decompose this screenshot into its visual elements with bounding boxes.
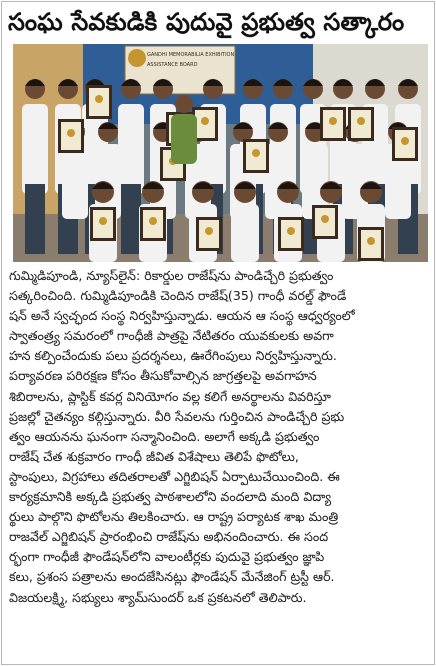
group-photo-image: [13, 44, 428, 262]
banner-text-line2: ASSISTANCE BOARD: [147, 62, 198, 68]
article-body-line: సత్కరించింది. గుమ్మిడిపూండికి చెందిన రాజేష్(35) గాంధీ వరల్డ్ ఫౌండే: [9, 288, 347, 304]
certificate-seal-icon: [205, 227, 213, 235]
article-body-line: రాజేష్ చేత శుక్రవారం గాంధీ జీవిత విశేషాలు తెలిపే ఫొటోలు,: [9, 448, 299, 464]
article-photo: [13, 44, 428, 262]
certificate-seal-icon: [67, 129, 75, 137]
article-body-line: శిబిరాలను, ప్లాస్టిక్ కవర్ల వినియోగం వల్ల కలిగే అనర్థాలను వివరిస్తూ: [9, 388, 331, 404]
article-body-line: షన్ అనే స్వచ్ఛంద సంస్థ నిర్వహిస్తున్నాడు. ఆయన ఆ సంస్థ ఆధ్వర్యంలో: [9, 308, 355, 324]
person-torso: [62, 144, 88, 219]
person-torso: [118, 104, 144, 194]
article-body-line: రాజవేల్ ఎగ్జిబిషన్ ప్రారంభించి రాజేష్‌ను అభినందించారు. ఈ సంద: [9, 529, 329, 545]
person-torso: [22, 104, 48, 194]
certificate-seal-icon: [287, 227, 295, 235]
person-torso: [231, 204, 259, 262]
article-body: [9, 266, 434, 608]
article-body-line: ర్థులు పాల్గొని ఫొటోలను తిలకించారు. ఆ రాష్ట్ర పర్యాటక శాఖ మంత్రి: [9, 509, 339, 525]
person-legs: [121, 184, 141, 254]
article-body-line: గుమ్మిడిపూండి, న్యూస్‌లైన్: రికార్డుల రాజేష్‌ను పాండిచ్చేరి ప్రభుత్వం: [9, 268, 334, 283]
article-body-line: కలు, ప్రశంస పత్రాలను అందజేసినట్లు ఫౌండేషన్ మేనేజింగ్ ట్రస్టీ ఆర్.: [9, 569, 335, 585]
article-body-line: హన కల్పించేందుకు పలు ప్రదర్శనలు, ఊరేగింపులు నిర్వహిస్తున్నారు.: [9, 348, 337, 364]
certificate-seal-icon: [201, 117, 209, 125]
certificate-seal-icon: [321, 215, 329, 223]
person-legs: [25, 184, 45, 254]
certificate-seal-icon: [99, 217, 107, 225]
certificate-seal-icon: [252, 149, 260, 157]
certificate-seal-icon: [367, 237, 375, 245]
article-body-line: త్వం ఆయనను ఘనంగా సన్మానించింది. అలాగే అక్కడి ప్రభుత్వం: [9, 428, 320, 444]
article-frame: [1, 1, 435, 665]
person-head: [175, 95, 193, 113]
banner-emblem-icon: [128, 49, 146, 67]
certificate-seal-icon: [149, 217, 157, 225]
certificate-seal-icon: [401, 137, 409, 145]
article-body-line: ప్రజల్లో చైతన్యం కల్గిస్తున్నారు. వీరి సేవలను గుర్తించిన పాండిచ్చేరి ప్రభు: [9, 408, 345, 424]
certificate-seal-icon: [329, 117, 337, 125]
banner-text-line1: GANDHI MEMORABILIA EXHIBITION: [147, 52, 235, 58]
article-body-line: పర్యావరణ పరిరక్షణ కోసం తీసుకోవాల్సిన జాగ్రత్తలపై అవగాహన: [9, 368, 317, 384]
article-body-line: స్టాంపులు, విగ్రహాలు తదితరాలతో ఎగ్జిబిషన్ ఏర్పాటుచేయించింది. ఈ: [9, 468, 340, 484]
certificate-seal-icon: [357, 117, 365, 125]
article-body-line: ర్భంగా గాంధీజీ ఫౌండేషన్‌లోని వాలంటీర్లకు పుదువై ప్రభుత్వం జ్ఞాపి: [9, 549, 325, 565]
article-body-line: కార్యక్రమానికి అక్కడి ప్రభుత్వ పాఠశాలలోని వందలాది మంది విద్యా: [9, 489, 332, 505]
person-saree: [171, 114, 197, 164]
article-body-line: విజయలక్ష్మి, సభ్యులు శ్యామ్‌సుందర్ ఒక ప్రకటనలో తెలిపారు.: [9, 589, 307, 605]
certificate-seal-icon: [95, 95, 103, 103]
article-headline: సంఘ సేవకుడికి పుదువై ప్రభుత్వ సత్కారం: [8, 8, 405, 36]
article-body-line: స్వాతంత్ర్య సమరంలో గాంధీజీ పాత్రపై నేటితరం యువకులకు అవగా: [9, 328, 334, 344]
